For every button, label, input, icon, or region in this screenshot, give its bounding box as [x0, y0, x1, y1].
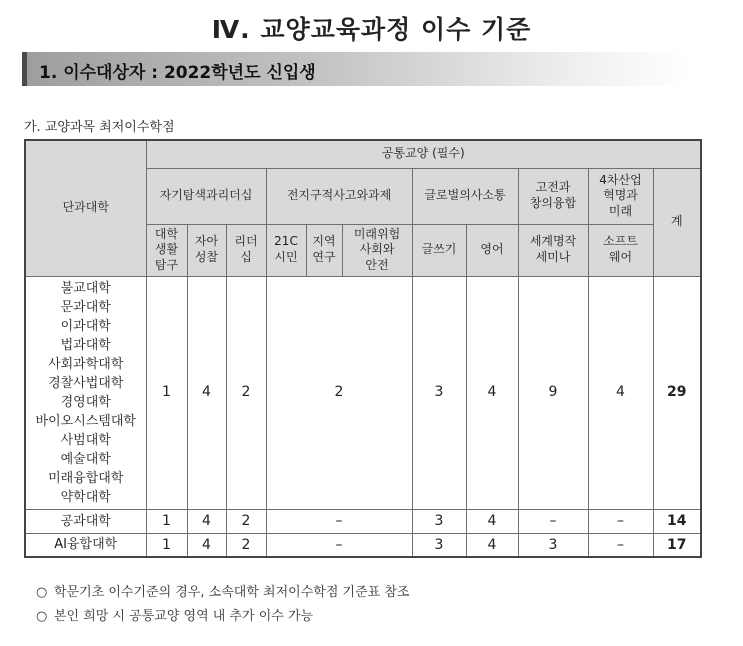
subject-leadership: 리더 십 [226, 224, 266, 276]
cell-global-thinking: – [266, 533, 412, 557]
cell-total: 29 [653, 276, 701, 509]
cell-total: 17 [653, 533, 701, 557]
cell-total: 14 [653, 509, 701, 533]
circle-bullet-icon: ○ [36, 609, 48, 624]
section-title: 1. 이수대상자 : 2022학년도 신입생 [39, 63, 316, 83]
area-fourth-industrial: 4차산업 혁명과 미래 [588, 168, 653, 224]
cell-classics: 3 [518, 533, 588, 557]
table-row [25, 533, 701, 557]
cell-writing: 3 [412, 533, 466, 557]
cell-leadership: 2 [226, 533, 266, 557]
cell-self-reflection: 4 [187, 509, 226, 533]
subject-world-classics-seminar: 세계명작 세미나 [518, 224, 588, 276]
subject-software: 소프트 웨어 [588, 224, 653, 276]
cell-campus-life: 1 [146, 276, 187, 509]
total-header: 계 [653, 168, 701, 276]
cell-leadership: 2 [226, 509, 266, 533]
area-global-thinking: 전지구적사고와과제 [266, 168, 412, 224]
table-row [25, 509, 701, 533]
common-liberal-arts-header: 공통교양 (필수) [146, 140, 701, 168]
table-row [25, 276, 701, 509]
cell-software: – [588, 533, 653, 557]
cell-english: 4 [466, 509, 518, 533]
note-item [36, 583, 409, 607]
area-classics-convergence: 고전과 창의융합 [518, 168, 588, 224]
college-header: 단과대학 [25, 140, 146, 276]
cell-campus-life: 1 [146, 509, 187, 533]
area-self-leadership: 자기탐색과리더십 [146, 168, 266, 224]
cell-software: – [588, 509, 653, 533]
note-text: 본인 희망 시 공통교양 영역 내 추가 이수 가능 [54, 609, 314, 624]
cell-leadership: 2 [226, 276, 266, 509]
cell-english: 4 [466, 276, 518, 509]
college-names: AI융합대학 [54, 537, 118, 553]
cell-global-thinking: – [266, 509, 412, 533]
college-names: 공과대학 [60, 513, 111, 529]
subject-writing: 글쓰기 [412, 224, 466, 276]
subheading: 가. 교양과목 최저이수학점 [24, 120, 175, 135]
subject-campus-life: 대학 생활 탐구 [146, 224, 187, 276]
credit-requirements-table [24, 139, 702, 558]
subject-future-risk-society: 미래위험 사회와 안전 [342, 224, 412, 276]
page-title: Ⅳ. 교양교육과정 이수 기준 [211, 15, 532, 44]
cell-self-reflection: 4 [187, 533, 226, 557]
cell-software: 4 [588, 276, 653, 509]
cell-classics: – [518, 509, 588, 533]
college-list [25, 533, 146, 557]
subject-regional-studies: 지역 연구 [306, 224, 342, 276]
notes [36, 583, 409, 631]
subject-self-reflection: 자아 성찰 [187, 224, 226, 276]
area-global-communication: 글로벌의사소통 [412, 168, 518, 224]
college-list [25, 276, 146, 509]
cell-global-thinking: 2 [266, 276, 412, 509]
college-list [25, 509, 146, 533]
cell-english: 4 [466, 533, 518, 557]
college-names: 불교대학 문과대학 이과대학 법과대학 사회과학대학 경찰사법대학 경영대학 바이오시스템대학 사범대학 예술대학 미래융합대학 약학대학 [35, 280, 136, 505]
header-row-1 [25, 140, 701, 168]
note-text: 학문기초 이수기준의 경우, 소속대학 최저이수학점 기준표 참조 [54, 585, 410, 600]
cell-campus-life: 1 [146, 533, 187, 557]
cell-writing: 3 [412, 509, 466, 533]
note-item [36, 607, 409, 631]
section-header-bar [22, 52, 688, 86]
cell-classics: 9 [518, 276, 588, 509]
cell-writing: 3 [412, 276, 466, 509]
subject-english: 영어 [466, 224, 518, 276]
subject-21c-citizen: 21C 시민 [266, 224, 306, 276]
cell-self-reflection: 4 [187, 276, 226, 509]
circle-bullet-icon: ○ [36, 585, 48, 600]
